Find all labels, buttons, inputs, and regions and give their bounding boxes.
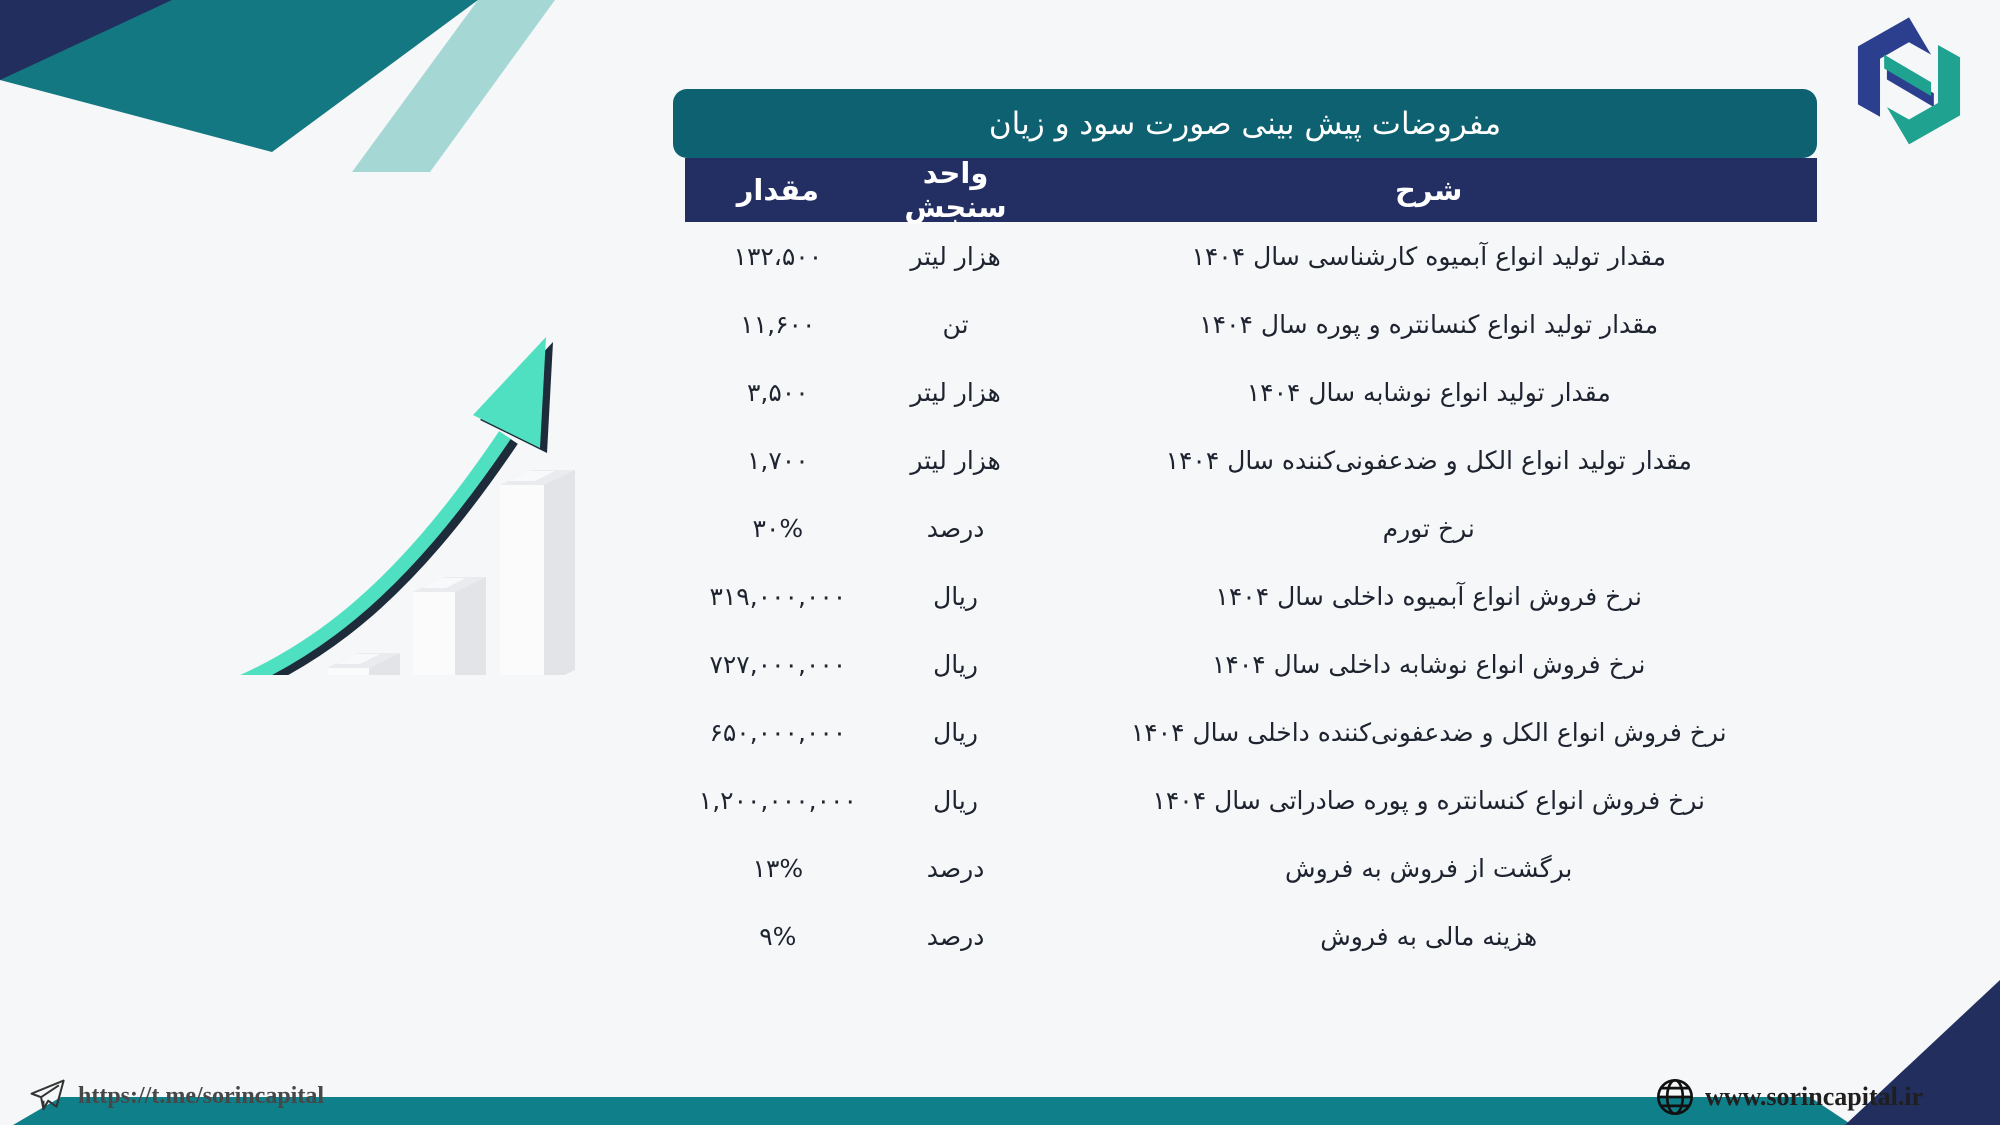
value-cell: ۱۱,۶۰۰ — [740, 309, 816, 339]
table-row — [685, 290, 1817, 358]
telegram-plane-icon — [28, 1077, 66, 1115]
description-cell: نرخ فروش انواع نوشابه داخلی سال ۱۴۰۴ — [1211, 649, 1646, 679]
unit-cell: ریال — [933, 785, 978, 815]
table-row — [685, 902, 1817, 970]
unit-cell: هزار لیتر — [910, 445, 1001, 475]
table-row — [685, 562, 1817, 630]
assumptions-table — [673, 89, 1817, 970]
bar-3 — [413, 577, 486, 675]
footer-telegram — [28, 1077, 324, 1115]
growth-chart-illustration — [130, 255, 600, 675]
unit-cell: ریال — [933, 649, 978, 679]
description-cell: نرخ تورم — [1382, 513, 1475, 543]
unit-cell: هزار لیتر — [910, 241, 1001, 271]
column-header-value: مقدار — [736, 173, 819, 207]
table-row — [685, 494, 1817, 562]
description-cell: نرخ فروش انواع کنسانتره و پوره صادراتی سال ۱۴۰۴ — [1152, 785, 1706, 815]
value-cell: ۳۱۹,۰۰۰,۰۰۰ — [709, 581, 847, 611]
column-header-unit: واحد سنجش — [904, 156, 1007, 224]
globe-icon — [1655, 1077, 1695, 1117]
value-cell: ۱,۷۰۰ — [747, 445, 809, 475]
description-cell: نرخ فروش انواع آبمیوه داخلی سال ۱۴۰۴ — [1215, 581, 1643, 611]
unit-cell: درصد — [926, 513, 985, 543]
unit-cell: هزار لیتر — [910, 377, 1001, 407]
sorin-capital-logo-icon — [1838, 16, 1980, 154]
unit-cell: ریال — [933, 717, 978, 747]
unit-cell: تن — [942, 309, 969, 339]
table-body — [685, 222, 1817, 970]
bar-2 — [327, 653, 400, 675]
description-cell: مقدار تولید انواع آبمیوه کارشناسی سال ۱۴۰۴ — [1191, 241, 1666, 271]
description-cell: برگشت از فروش به فروش — [1285, 853, 1573, 883]
unit-cell: ریال — [933, 581, 978, 611]
table-row — [685, 222, 1817, 290]
value-cell: ۱۳% — [752, 853, 804, 883]
footer-website — [1655, 1077, 1923, 1117]
website-url-text: www.sorincapital.ir — [1705, 1082, 1924, 1111]
description-cell: مقدار تولید انواع کنسانتره و پوره سال ۱۴۰۴ — [1199, 309, 1659, 339]
growth-arrow-icon — [178, 337, 553, 675]
column-header-description: شرح — [1394, 173, 1463, 207]
value-cell: ۱۳۲،۵۰۰ — [733, 241, 823, 271]
table-row — [685, 358, 1817, 426]
value-cell: ۹% — [759, 921, 797, 951]
table-title — [673, 89, 1817, 158]
description-cell: مقدار تولید انواع نوشابه سال ۱۴۰۴ — [1246, 377, 1611, 407]
value-cell: ۷۲۷,۰۰۰,۰۰۰ — [709, 649, 847, 679]
table-row — [685, 698, 1817, 766]
table-row — [685, 426, 1817, 494]
value-cell: ۳,۵۰۰ — [747, 377, 809, 407]
value-cell: ۶۵۰,۰۰۰,۰۰۰ — [709, 717, 847, 747]
unit-cell: درصد — [926, 921, 985, 951]
table-row — [685, 766, 1817, 834]
table-header-row — [685, 158, 1817, 222]
table-row — [685, 834, 1817, 902]
table-title-text: مفروضات پیش بینی صورت سود و زیان — [988, 105, 1502, 142]
telegram-url-text: https://t.me/sorincapital — [78, 1082, 324, 1109]
bar-4 — [500, 470, 575, 675]
description-cell: نرخ فروش انواع الکل و ضدعفونی‌کننده داخلی سال ۱۴۰۴ — [1130, 717, 1727, 747]
description-cell: هزینه مالی به فروش — [1320, 921, 1538, 951]
description-cell: مقدار تولید انواع الکل و ضدعفونی‌کننده سال ۱۴۰۴ — [1165, 445, 1692, 475]
value-cell: ۱,۲۰۰,۰۰۰,۰۰۰ — [698, 785, 857, 815]
unit-cell: درصد — [926, 853, 985, 883]
table-row — [685, 630, 1817, 698]
value-cell: ۳۰% — [752, 513, 804, 543]
top-left-decoration — [0, 0, 620, 180]
